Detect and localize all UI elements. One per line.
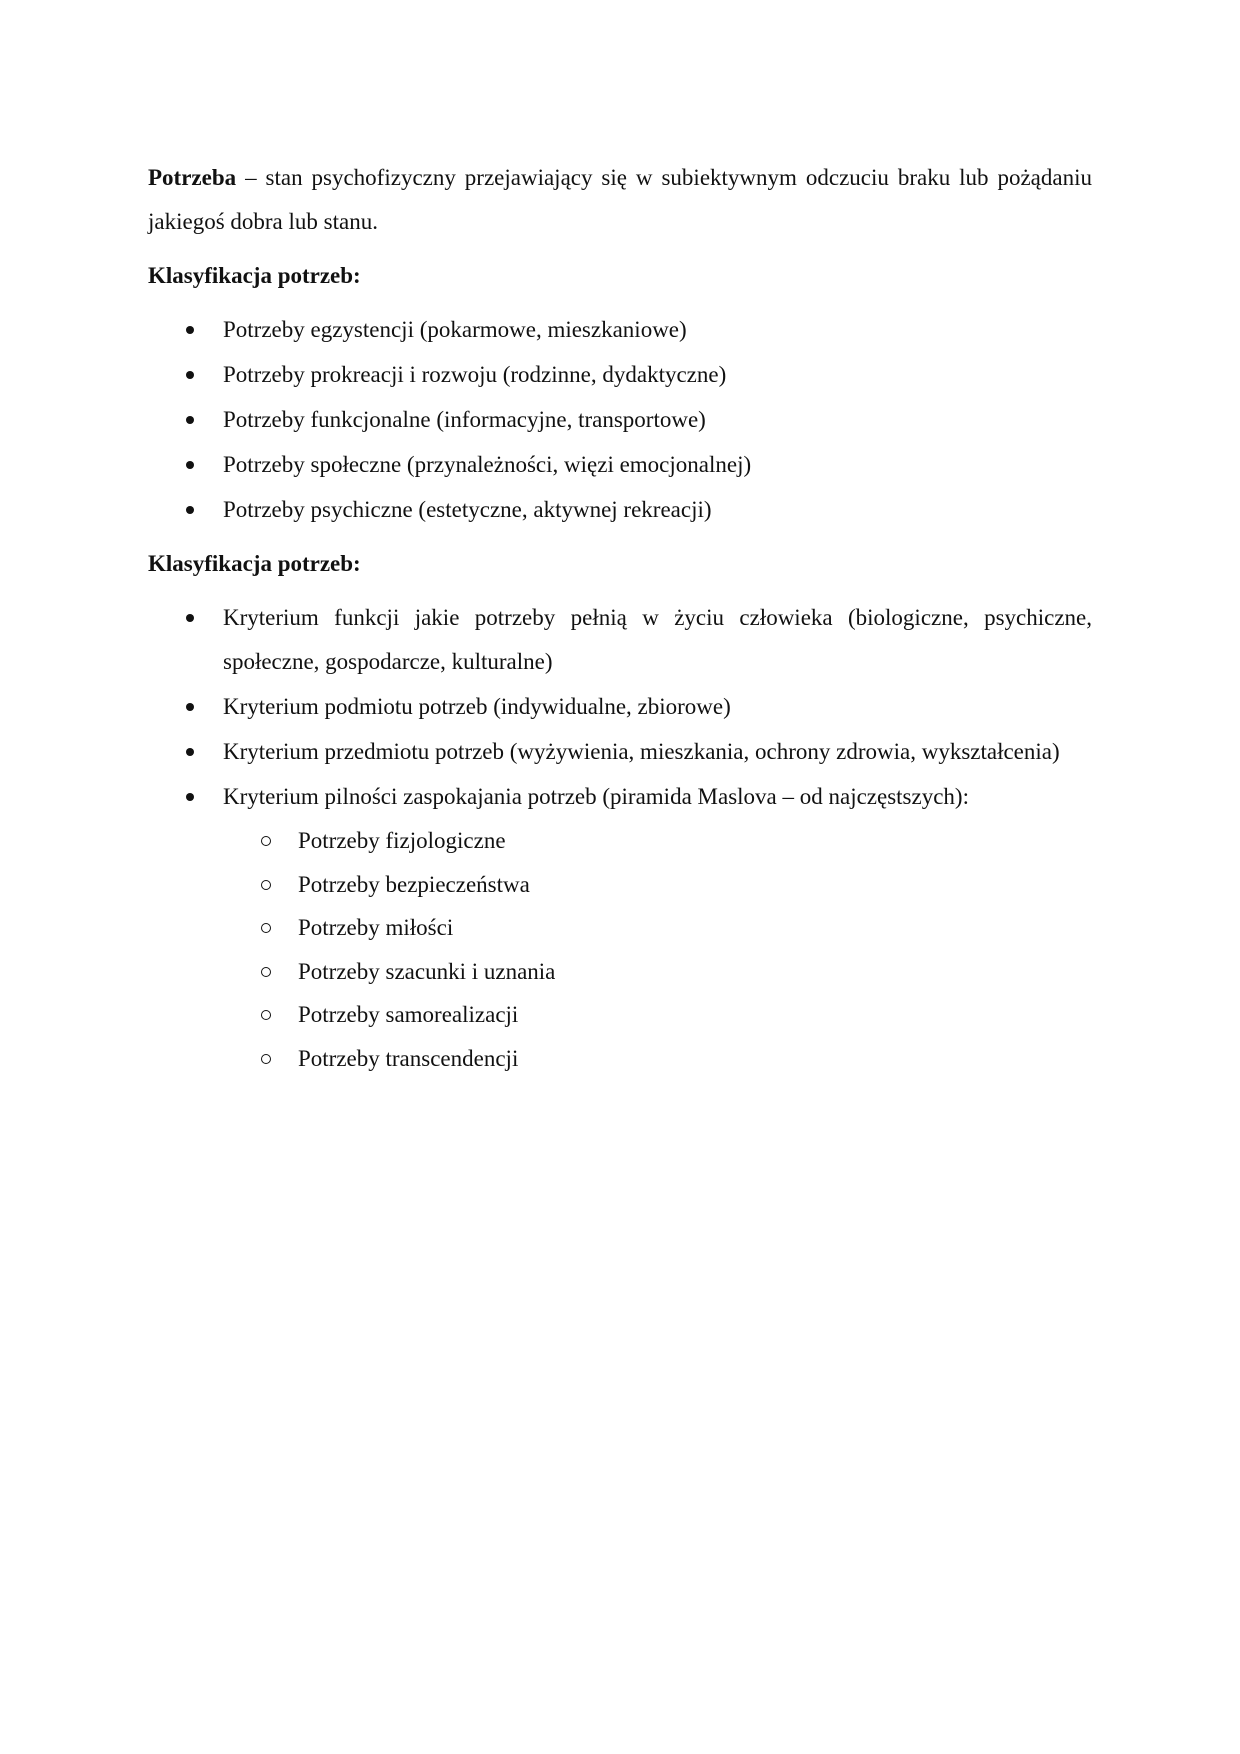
bullet-icon <box>186 614 194 622</box>
bullet-icon <box>186 326 194 334</box>
bullet-icon <box>186 748 194 756</box>
bullet-icon <box>186 416 194 424</box>
list-item: Potrzeby funkcjonalne (informacyjne, transportowe) <box>148 398 1092 442</box>
section-heading-2: Klasyfikacja potrzeb: <box>148 551 361 576</box>
list-item: Potrzeby egzystencji (pokarmowe, mieszkaniowe) <box>148 308 1092 352</box>
circle-bullet-icon <box>261 923 271 933</box>
list-item: Potrzeby społeczne (przynależności, więzi emocjonalnej) <box>148 443 1092 487</box>
sublist-item: Potrzeby fizjologiczne <box>223 819 1092 863</box>
circle-bullet-icon <box>261 880 271 890</box>
list-item: Kryterium podmiotu potrzeb (indywidualne, zbiorowe) <box>148 685 1092 729</box>
needs-list-1 <box>148 308 1092 532</box>
bullet-icon <box>186 703 194 711</box>
bullet-icon <box>186 793 194 801</box>
bullet-icon <box>186 506 194 514</box>
definition-paragraph <box>148 156 1092 244</box>
circle-bullet-icon <box>261 967 271 977</box>
circle-bullet-icon <box>261 1054 271 1064</box>
list-item: Potrzeby psychiczne (estetyczne, aktywnej rekreacji) <box>148 488 1092 532</box>
sublist-item: Potrzeby samorealizacji <box>223 993 1092 1037</box>
definition-term: Potrzeba <box>148 165 237 190</box>
sublist-item: Potrzeby szacunki i uznania <box>223 950 1092 994</box>
list-item: Potrzeby prokreacji i rozwoju (rodzinne, dydaktyczne) <box>148 353 1092 397</box>
circle-bullet-icon <box>261 836 271 846</box>
sublist-item: Potrzeby bezpieczeństwa <box>223 863 1092 907</box>
list-item: Kryterium przedmiotu potrzeb (wyżywienia, mieszkania, ochrony zdrowia, wykształcenia) <box>148 730 1092 774</box>
sublist-item: Potrzeby transcendencji <box>223 1037 1092 1081</box>
circle-bullet-icon <box>261 1010 271 1020</box>
definition-text: – stan psychofizyczny przejawiający się w subiektywnym odczuciu braku lub pożądaniu jakiegoś dobra lub stanu. <box>148 165 1092 234</box>
list-item: Kryterium pilności zaspokajania potrzeb (piramida Maslova – od najczęstszych): Potrzeby fizjologiczne Potrzeby bezpieczeństwa Potrzeby miłości Potrzeby szacunki i uznania Potrzeby samorealizacji Potrzeby transcendencji <box>148 775 1092 1080</box>
maslow-sublist <box>223 819 1092 1080</box>
needs-list-2 <box>148 596 1092 1080</box>
section-heading-1: Klasyfikacja potrzeb: <box>148 263 361 288</box>
list-item: Kryterium funkcji jakie potrzeby pełnią w życiu człowieka (biologiczne, psychiczne, społeczne, gospodarcze, kulturalne) <box>148 596 1092 684</box>
bullet-icon <box>186 461 194 469</box>
bullet-icon <box>186 371 194 379</box>
sublist-item: Potrzeby miłości <box>223 906 1092 950</box>
document-page <box>148 156 1092 1081</box>
